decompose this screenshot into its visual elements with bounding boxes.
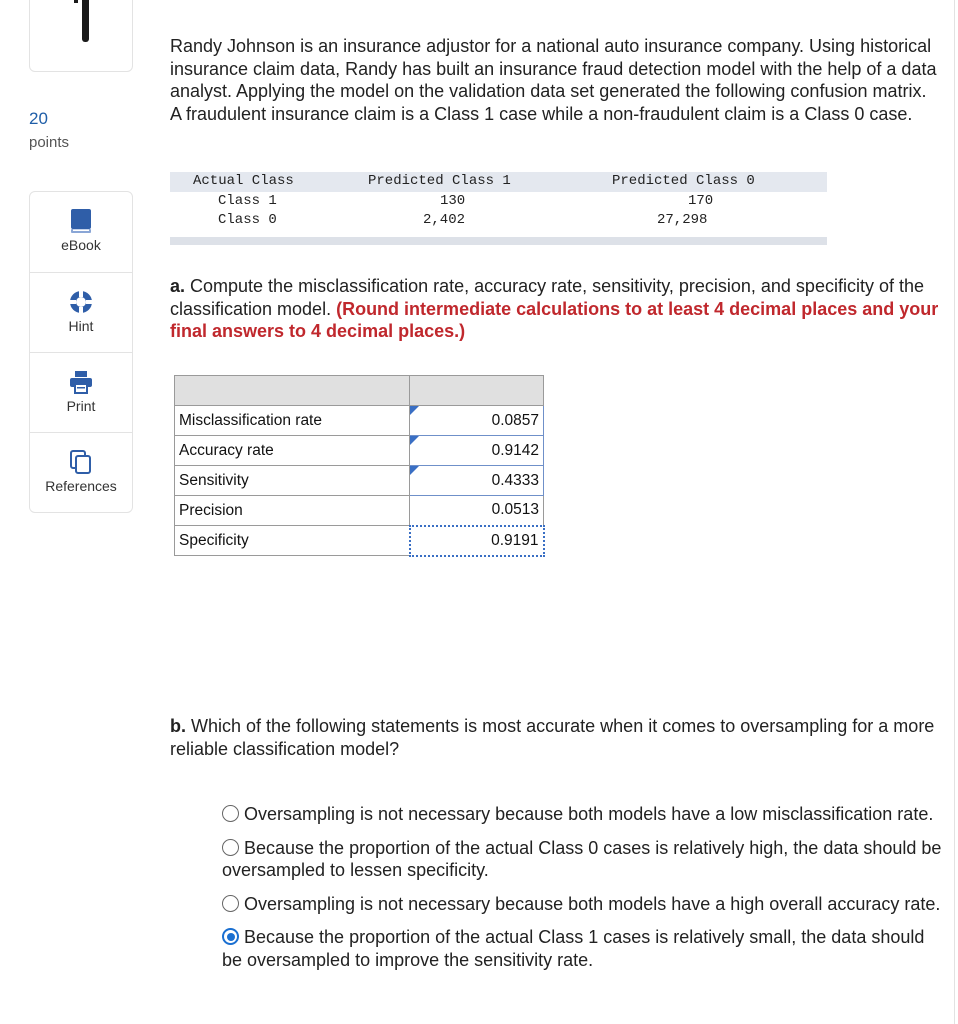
references-label: References: [45, 478, 117, 494]
radio-button[interactable]: [222, 839, 239, 856]
book-icon: [30, 208, 132, 234]
row-label: Class 1: [218, 192, 277, 209]
hint-label: Hint: [68, 318, 94, 334]
option-text: Because the proportion of the actual Class 0 cases is relatively high, the data should be oversampled to lessen specificity.: [222, 837, 942, 880]
confusion-matrix-row: [170, 211, 827, 231]
specificity-input[interactable]: 0.9191: [410, 526, 544, 556]
part-a-instruction: (Round intermediate calculations to at least 4 decimal places and your final answers to 4 decimal places.): [170, 298, 939, 341]
lifebuoy-icon: [30, 289, 132, 315]
part-b-prefix: b.: [170, 716, 186, 736]
answer-label: Specificity: [175, 526, 410, 556]
page-divider: [954, 0, 955, 1024]
part-b-prompt: [170, 715, 945, 760]
answer-table-header: [175, 376, 544, 406]
answer-table: [174, 375, 545, 557]
answer-label: Accuracy rate: [175, 436, 410, 466]
header-predicted-class-0: Predicted Class 0: [612, 173, 755, 189]
cell-value: 170: [688, 192, 714, 209]
part-b-text: Which of the following statements is most accurate when it comes to oversampling for a more reliable classification model?: [170, 716, 935, 759]
header-predicted-class-1: Predicted Class 1: [368, 173, 511, 189]
header-actual-class: Actual Class: [193, 173, 294, 189]
documents-icon: [30, 449, 132, 475]
previous-tool-card: [29, 0, 133, 72]
points-label: points: [29, 134, 70, 151]
radio-button[interactable]: [222, 895, 239, 912]
confusion-matrix-row: [170, 192, 827, 212]
radio-button[interactable]: [222, 805, 239, 822]
misclassification-rate-input[interactable]: 0.0857: [410, 406, 544, 436]
tools-panel: [29, 191, 133, 513]
precision-input[interactable]: 0.0513: [410, 496, 544, 526]
option-2[interactable]: [222, 837, 947, 882]
option-3[interactable]: [222, 893, 947, 916]
answer-row: [175, 496, 544, 526]
answer-label: Misclassification rate: [175, 406, 410, 436]
answer-row: [175, 406, 544, 436]
answer-row: [175, 436, 544, 466]
answer-row: [175, 526, 544, 556]
answer-label: Sensitivity: [175, 466, 410, 496]
answer-header-label-cell: [175, 376, 410, 406]
radio-button-selected[interactable]: [222, 928, 239, 945]
table-footer-rule: [170, 237, 827, 245]
ebook-label: eBook: [61, 237, 101, 253]
references-button[interactable]: [30, 432, 132, 512]
answer-row: [175, 466, 544, 496]
part-b-options: [222, 803, 947, 982]
cell-value: 27,298: [657, 212, 708, 228]
option-text: Because the proportion of the actual Class 1 cases is relatively small, the data should be oversampled to improve the sensitivity rate.: [222, 927, 925, 970]
print-button[interactable]: [30, 352, 132, 432]
part-a-text: Compute the misclassification rate, accuracy rate, sensitivity, precision, and specificity of the classification model.: [170, 276, 924, 319]
row-label: Class 0: [218, 212, 277, 228]
hint-button[interactable]: [30, 272, 132, 352]
question-stem: Randy Johnson is an insurance adjustor for a national auto insurance company. Using historical insurance claim data, Randy has built an insurance fraud detection model with the help of a data analyst. Applying the model on the validation data set generated the following confusion matrix. A fraudulent insurance claim is a Class 1 case while a non-fraudulent claim is a Class 0 case.: [170, 36, 937, 124]
confusion-matrix: [170, 172, 827, 231]
print-label: Print: [66, 398, 96, 414]
cell-value: 2,402: [423, 212, 466, 228]
points-value: 20: [29, 109, 48, 128]
option-text: Oversampling is not necessary because both models have a low misclassification rate.: [244, 804, 934, 824]
confusion-matrix-header: [170, 172, 827, 192]
part-a-prefix: a.: [170, 276, 186, 296]
ebook-button[interactable]: [30, 192, 132, 272]
option-1[interactable]: [222, 803, 947, 826]
part-a-prompt: [170, 275, 940, 343]
printer-icon: [30, 369, 132, 395]
answer-label: Precision: [175, 496, 410, 526]
accuracy-rate-input[interactable]: 0.9142: [410, 436, 544, 466]
sensitivity-input[interactable]: 0.4333: [410, 466, 544, 496]
cell-value: 130: [440, 192, 466, 209]
option-text: Oversampling is not necessary because both models have a high overall accuracy rate.: [244, 893, 941, 914]
scroll-indicator-nub: [74, 0, 78, 3]
scroll-indicator: [82, 0, 89, 42]
option-4[interactable]: [222, 926, 947, 971]
answer-header-value-cell: [410, 376, 544, 406]
